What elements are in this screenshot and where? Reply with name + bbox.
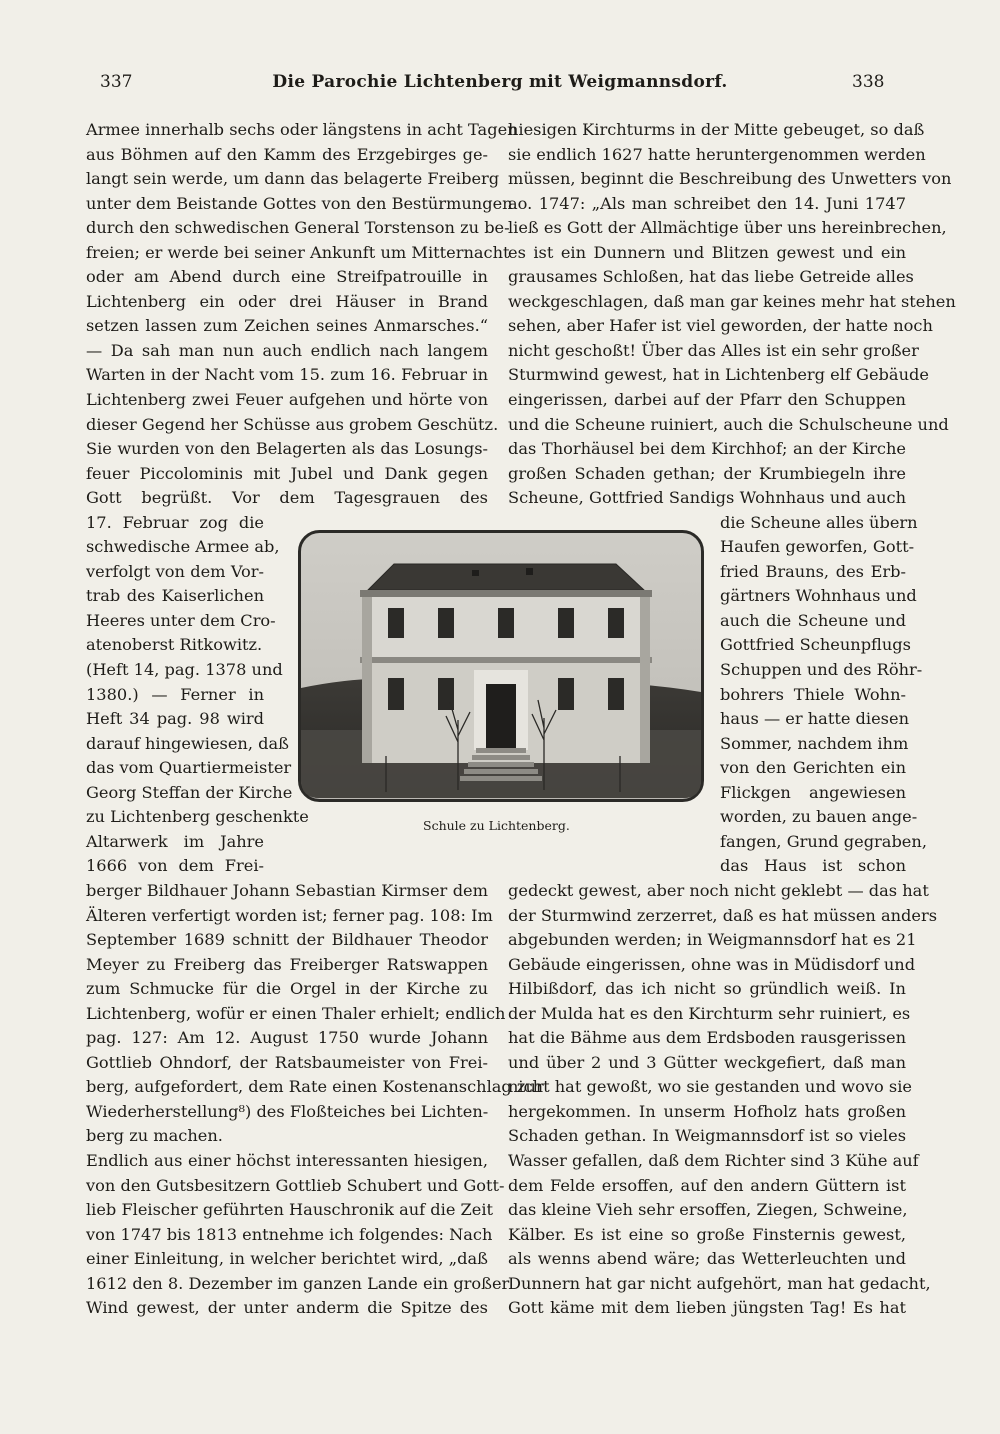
school-photo bbox=[298, 530, 704, 802]
text-line: einer Einleitung, in welcher berichtet wird, „daß bbox=[86, 1249, 488, 1269]
text-line: fried Brauns, des Erb- bbox=[720, 561, 906, 581]
text-line: nicht hat gewoßt, wo sie gestanden und wovo sie bbox=[508, 1077, 912, 1097]
text-line: Heeres unter dem Cro- bbox=[86, 610, 276, 630]
text-line: — Da sah man nun auch endlich nach langem bbox=[86, 340, 488, 360]
text-line: die Scheune alles übern bbox=[720, 512, 918, 532]
text-line: Armee innerhalb sechs oder längstens in acht Tagen bbox=[86, 120, 518, 139]
text-line: großen Schaden gethan; der Krumbiegeln ihre bbox=[508, 463, 906, 483]
text-line: abgebunden werden; in Weigmannsdorf hat es 21 bbox=[508, 930, 917, 950]
text-line: und die Scheune ruiniert, auch die Schulscheune und bbox=[508, 414, 949, 434]
text-line: Gott käme mit dem lieben jüngsten Tag! Es hat bbox=[508, 1298, 906, 1318]
text-line: das kleine Vieh sehr ersoffen, Ziegen, Schweine, bbox=[508, 1200, 908, 1220]
text-line: Lichtenberg ein oder drei Häuser in Brand bbox=[86, 291, 488, 311]
text-line: zum Schmucke für die Orgel in der Kirche zu bbox=[86, 979, 488, 999]
text-line: unter dem Beistande Gottes von den Bestürmungen bbox=[86, 193, 513, 213]
text-line: 1380.) — Ferner in bbox=[86, 684, 264, 704]
figure-caption: Schule zu Lichtenberg. bbox=[423, 818, 570, 833]
text-line: sie endlich 1627 hatte heruntergenommen werden bbox=[508, 144, 926, 164]
text-line: es ist ein Dunnern und Blitzen gewest und ein bbox=[508, 242, 906, 262]
text-line: Georg Steffan der Kirche bbox=[86, 782, 293, 802]
text-line: Wasser gefallen, daß dem Richter sind 3 Kühe auf bbox=[508, 1150, 919, 1170]
text-line: September 1689 schnitt der Bildhauer Theodor bbox=[86, 930, 488, 950]
text-line: berger Bildhauer Johann Sebastian Kirmser dem bbox=[86, 880, 488, 900]
text-line: verfolgt von dem Vor- bbox=[86, 561, 264, 581]
text-line: bohrers Thiele Wohn- bbox=[720, 684, 906, 704]
text-line: feuer Piccolominis mit Jubel und Dank gegen bbox=[86, 463, 488, 483]
text-line: Gott begrüßt. Vor dem Tagesgrauen des bbox=[86, 488, 488, 508]
text-line: freien; er werde bei seiner Ankunft um Mitternacht bbox=[86, 242, 510, 262]
text-line: von 1747 bis 1813 entnehme ich folgendes: Nach bbox=[86, 1224, 493, 1244]
page-number-right: 338 bbox=[852, 72, 885, 92]
text-line: Warten in der Nacht vom 15. zum 16. Februar in bbox=[86, 365, 488, 385]
text-line: eingerissen, darbei auf der Pfarr den Schuppen bbox=[508, 390, 906, 410]
text-line: nicht geschoßt! Über das Alles ist ein sehr großer bbox=[508, 340, 919, 360]
text-line: Dunnern hat gar nicht aufgehört, man hat gedacht, bbox=[508, 1273, 931, 1293]
text-line: berg zu machen. bbox=[86, 1126, 223, 1146]
text-line: Gottfried Scheunpflugs bbox=[720, 635, 911, 655]
text-line: Wind gewest, der unter anderm die Spitze des bbox=[86, 1298, 488, 1318]
text-line: Scheune, Gottfried Sandigs Wohnhaus und auch bbox=[508, 488, 906, 508]
text-line: 1612 den 8. Dezember im ganzen Lande ein großer bbox=[86, 1273, 510, 1293]
text-line: hergekommen. In unserm Hofholz hats großen bbox=[508, 1101, 906, 1121]
text-line: schwedische Armee ab, bbox=[86, 537, 280, 557]
text-line: fangen, Grund gegraben, bbox=[720, 831, 927, 851]
text-line: hat die Bähme aus dem Erdsboden rausgerissen bbox=[508, 1028, 906, 1048]
running-title: Die Parochie Lichtenberg mit Weigmannsdorf. bbox=[272, 72, 728, 92]
text-line: der Sturmwind zerzerret, daß es hat müssen anders bbox=[508, 905, 938, 925]
text-line: trab des Kaiserlichen bbox=[86, 586, 264, 606]
text-line: 17. Februar zog die bbox=[86, 512, 264, 532]
text-line: Sturmwind gewest, hat in Lichtenberg elf Gebäude bbox=[508, 365, 929, 385]
text-line: Gebäude eingerissen, ohne was in Müdisdorf und bbox=[508, 954, 916, 974]
text-line: durch den schwedischen General Torstenson zu be- bbox=[86, 218, 510, 238]
text-line: Schaden gethan. In Weigmannsdorf ist so vieles bbox=[508, 1126, 906, 1146]
text-line: der Mulda hat es den Kirchturm sehr ruiniert, es bbox=[508, 1003, 911, 1023]
page-number-left: 337 bbox=[100, 72, 133, 92]
text-line: das Thorhäusel bei dem Kirchhof; an der Kirche bbox=[508, 439, 906, 459]
text-line: berg, aufgefordert, dem Rate einen Kostenanschlag zur bbox=[86, 1077, 544, 1097]
page-header bbox=[0, 72, 1000, 102]
text-line: von den Gerichten ein bbox=[720, 758, 906, 778]
text-line: pag. 127: Am 12. August 1750 wurde Johann bbox=[86, 1028, 488, 1048]
text-line: Kälber. Es ist eine so große Finsternis gewest, bbox=[508, 1224, 906, 1244]
text-line: als wenns abend wäre; das Wetterleuchten und bbox=[508, 1249, 906, 1269]
text-line: und über 2 und 3 Gütter weckgefiert, daß man bbox=[508, 1052, 906, 1072]
text-line: auch die Scheune und bbox=[720, 610, 906, 630]
text-line: von den Gutsbesitzern Gottlieb Schubert und Gott- bbox=[86, 1175, 505, 1195]
text-line: gärtners Wohnhaus und bbox=[720, 586, 917, 606]
text-line: zu Lichtenberg geschenkte bbox=[86, 807, 309, 827]
text-line: ließ es Gott der Allmächtige über uns hereinbrechen, bbox=[508, 218, 947, 238]
text-line: Hilbißdorf, das ich nicht so gründlich weiß. In bbox=[508, 979, 906, 999]
text-line: worden, zu bauen ange- bbox=[720, 807, 918, 827]
text-line: Altarwerk im Jahre bbox=[86, 831, 264, 851]
text-line: Heft 34 pag. 98 wird bbox=[86, 709, 264, 729]
text-line: Wiederherstellung⁸) des Floßteiches bei Lichten- bbox=[86, 1101, 489, 1121]
text-line: Schuppen und des Röhr- bbox=[720, 660, 923, 680]
text-line: langt sein werde, um dann das belagerte Freiberg bbox=[86, 169, 500, 189]
text-line: atenoberst Ritkowitz. bbox=[86, 635, 263, 655]
text-line: Lichtenberg, wofür er einen Thaler erhielt; endlich bbox=[86, 1003, 506, 1023]
text-line: haus — er hatte diesen bbox=[720, 709, 909, 729]
text-line: das Haus ist schon bbox=[720, 856, 906, 876]
text-line: dieser Gegend her Schüsse aus grobem Geschütz. bbox=[86, 414, 499, 434]
text-line: Haufen geworfen, Gott- bbox=[720, 537, 915, 557]
text-line: dem Felde ersoffen, auf den andern Güttern ist bbox=[508, 1175, 906, 1195]
text-line: müssen, beginnt die Beschreibung des Unwetters von bbox=[508, 169, 952, 189]
text-line: Sie wurden von den Belagerten als das Losungs- bbox=[86, 439, 488, 459]
text-line: Meyer zu Freiberg das Freiberger Ratswappen bbox=[86, 954, 488, 974]
text-line: aus Böhmen auf den Kamm des Erzgebirges ge- bbox=[86, 144, 488, 164]
text-line: lieb Fleischer geführten Hauschronik auf die Zeit bbox=[86, 1200, 494, 1220]
text-line: weckgeschlagen, daß man gar keines mehr hat stehen bbox=[508, 291, 956, 311]
text-line: Flickgen angewiesen bbox=[720, 782, 906, 802]
text-line: sehen, aber Hafer ist viel geworden, der hatte noch bbox=[508, 316, 933, 336]
text-line: grausames Schloßen, hat das liebe Getreide alles bbox=[508, 267, 914, 287]
text-line: Gottlieb Ohndorf, der Ratsbaumeister von Frei- bbox=[86, 1052, 488, 1072]
text-line: Sommer, nachdem ihm bbox=[720, 733, 909, 753]
text-line: ao. 1747: „Als man schreibet den 14. Juni 1747 bbox=[508, 193, 906, 213]
text-line: (Heft 14, pag. 1378 und bbox=[86, 660, 283, 680]
text-line: oder am Abend durch eine Streifpatrouille in bbox=[86, 267, 488, 287]
text-line: Älteren verfertigt worden ist; ferner pag. 108: Im bbox=[86, 905, 493, 925]
text-line: setzen lassen zum Zeichen seines Anmarsches.“ bbox=[86, 316, 488, 336]
text-line: gedeckt gewest, aber noch nicht geklebt — das hat bbox=[508, 880, 929, 900]
text-line: 1666 von dem Frei- bbox=[86, 856, 264, 876]
text-line: darauf hingewiesen, daß bbox=[86, 733, 289, 753]
text-line: Lichtenberg zwei Feuer aufgehen und hörte von bbox=[86, 390, 488, 410]
text-line: Endlich aus einer höchst interessanten hiesigen, bbox=[86, 1150, 488, 1170]
text-line: das vom Quartiermeister bbox=[86, 758, 292, 778]
text-line: hiesigen Kirchturms in der Mitte gebeuget, so daß bbox=[508, 120, 925, 139]
